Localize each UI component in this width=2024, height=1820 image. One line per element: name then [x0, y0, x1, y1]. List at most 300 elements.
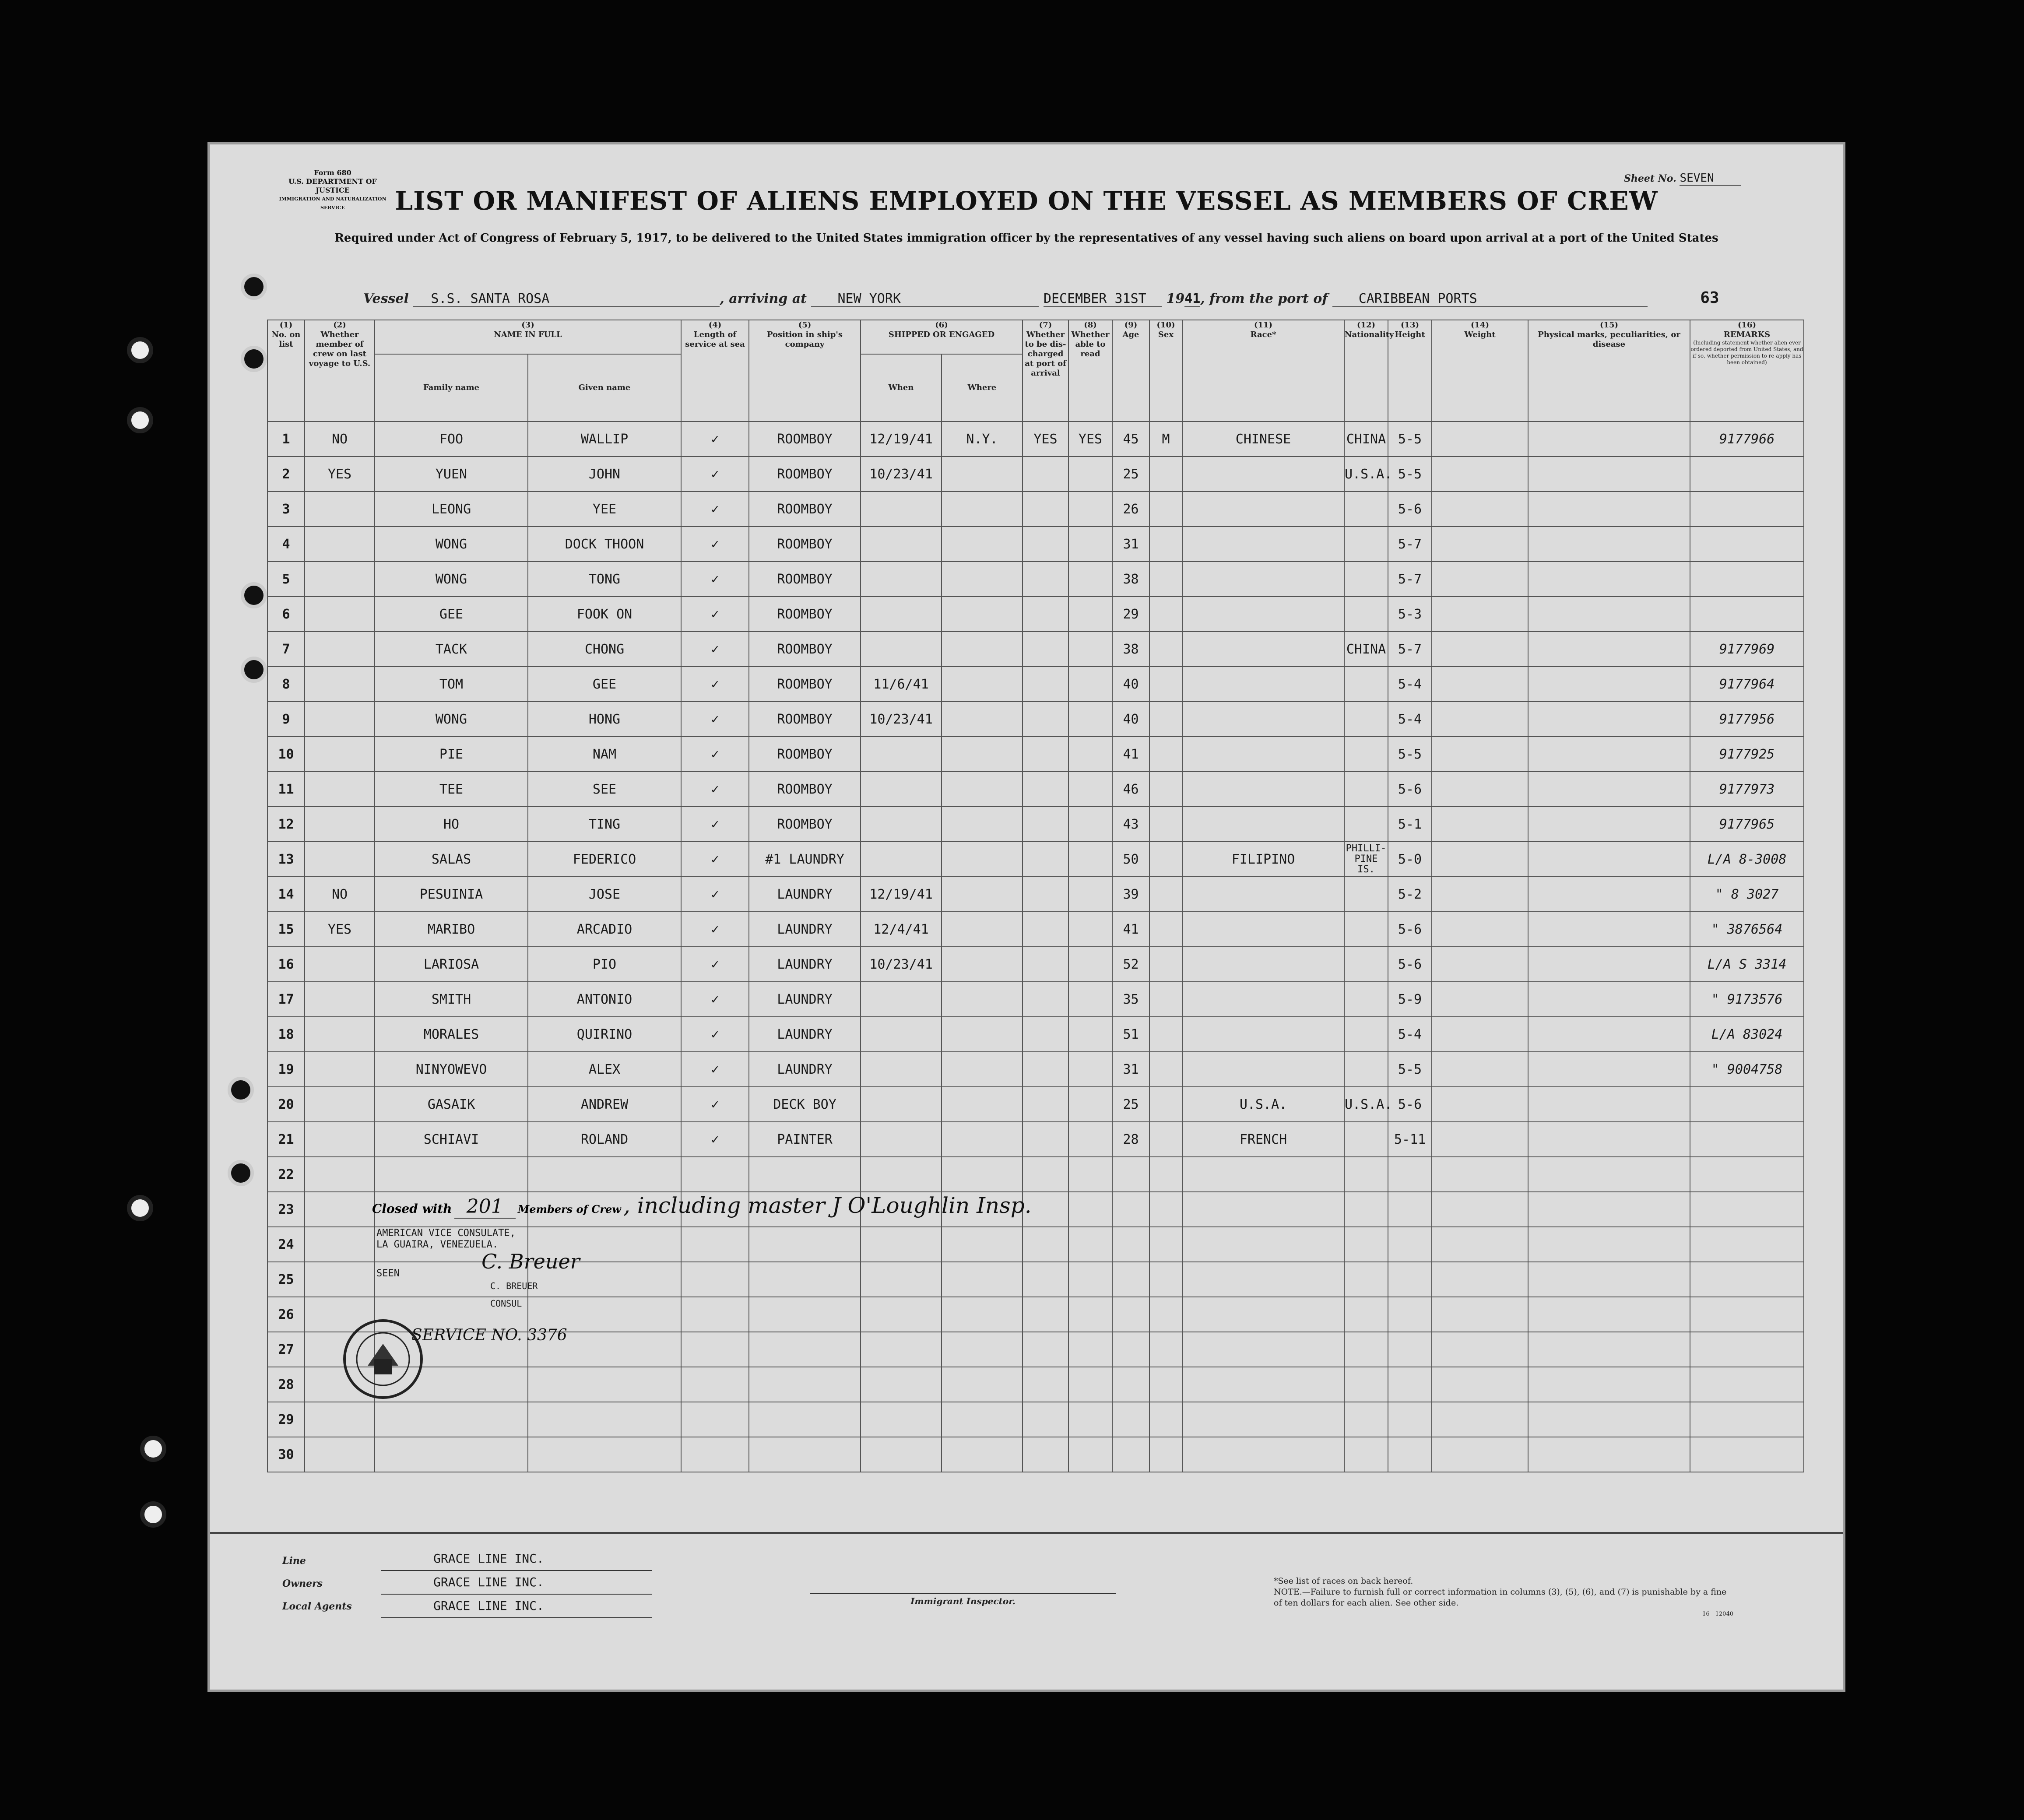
position-cell: [749, 1332, 861, 1367]
remarks-cell: [1690, 457, 1804, 492]
able-to-read-cell: [1068, 912, 1112, 947]
height-cell: [1388, 1297, 1432, 1332]
physical-marks-cell: [1528, 807, 1690, 842]
height-cell: 5-7: [1388, 527, 1432, 562]
weight-cell: [1432, 1017, 1528, 1052]
able-to-read-cell: YES: [1068, 422, 1112, 457]
last-voyage-cell: YES: [305, 912, 375, 947]
age-cell: 25: [1112, 1087, 1149, 1122]
able-to-read-cell: [1068, 1402, 1112, 1437]
weight-cell: [1432, 877, 1528, 912]
discharged-cell: [1023, 702, 1068, 737]
last-voyage-cell: [305, 842, 375, 877]
given-name-cell: SEE: [528, 772, 681, 807]
family-name-cell: TACK: [375, 632, 528, 667]
height-cell: 5-4: [1388, 1017, 1432, 1052]
last-voyage-cell: NO: [305, 422, 375, 457]
row-number: 29: [267, 1402, 305, 1437]
inspector-signature-line: Immigrant Inspector.: [810, 1593, 1116, 1606]
shipped-where-cell: [942, 877, 1023, 912]
shipped-when-cell: [861, 737, 942, 772]
discharged-cell: [1023, 737, 1068, 772]
sex-cell: [1149, 1262, 1182, 1297]
physical-marks-cell: [1528, 422, 1690, 457]
agents-label: Local Agents: [282, 1601, 352, 1612]
age-cell: 41: [1112, 737, 1149, 772]
discharged-cell: [1023, 807, 1068, 842]
weight-cell: [1432, 632, 1528, 667]
height-cell: 5-1: [1388, 807, 1432, 842]
physical-marks-cell: [1528, 947, 1690, 982]
able-to-read-cell: [1068, 1262, 1112, 1297]
shipped-where-cell: [942, 1262, 1023, 1297]
last-voyage-cell: [305, 982, 375, 1017]
weight-cell: [1432, 1227, 1528, 1262]
given-name-cell: WALLIP: [528, 422, 681, 457]
shipped-when-cell: [861, 1297, 942, 1332]
age-cell: 39: [1112, 877, 1149, 912]
footer-divider: [210, 1532, 1843, 1534]
table-row: [267, 1157, 1804, 1192]
sheet-number-field: [1624, 172, 1741, 186]
consulate-line-1: AMERICAN VICE CONSULATE,: [376, 1228, 516, 1239]
age-cell: 38: [1112, 632, 1149, 667]
penalty-note: NOTE.—Failure to furnish full or correct information in columns (3), (5), (6), and (7) is punishable by a fine of ten dollars for each alien. See other side.: [1274, 1587, 1727, 1608]
nationality-cell: [1344, 1052, 1388, 1087]
remarks-cell: [1690, 1192, 1804, 1227]
punch-hole: [127, 1195, 153, 1221]
shipped-where-cell: [942, 1297, 1023, 1332]
nationality-cell: [1344, 772, 1388, 807]
shipped-when-cell: [861, 772, 942, 807]
physical-marks-cell: [1528, 1122, 1690, 1157]
position-cell: [749, 1297, 861, 1332]
position-cell: [749, 1157, 861, 1192]
last-voyage-cell: [305, 1017, 375, 1052]
shipped-where-cell: [942, 947, 1023, 982]
given-name-cell: TONG: [528, 562, 681, 597]
nationality-cell: [1344, 597, 1388, 632]
table-row: [267, 1122, 1804, 1157]
sex-cell: [1149, 1122, 1182, 1157]
last-voyage-cell: YES: [305, 457, 375, 492]
age-cell: 38: [1112, 562, 1149, 597]
physical-marks-cell: [1528, 492, 1690, 527]
service-check-cell: ✓: [681, 982, 749, 1017]
able-to-read-cell: [1068, 667, 1112, 702]
weight-cell: [1432, 1087, 1528, 1122]
race-cell: FILIPINO: [1182, 842, 1344, 877]
race-cell: [1182, 1297, 1344, 1332]
sheet-number: SEVEN: [1680, 172, 1741, 186]
discharged-cell: YES: [1023, 422, 1068, 457]
sex-cell: [1149, 597, 1182, 632]
able-to-read-cell: [1068, 562, 1112, 597]
discharged-cell: [1023, 1367, 1068, 1402]
race-cell: CHINESE: [1182, 422, 1344, 457]
service-check-cell: [681, 1297, 749, 1332]
physical-marks-cell: [1528, 562, 1690, 597]
weight-cell: [1432, 1157, 1528, 1192]
remarks-cell: " 9173576: [1690, 982, 1804, 1017]
table-row: [267, 1017, 1804, 1052]
shipped-when-cell: [861, 527, 942, 562]
service-check-cell: ✓: [681, 842, 749, 877]
col-header-length-service: (4) Length of service at sea: [681, 320, 749, 422]
row-number: 20: [267, 1087, 305, 1122]
col-header-weight: (14) Weight: [1432, 320, 1528, 422]
shipped-where-cell: [942, 1157, 1023, 1192]
height-cell: 5-0: [1388, 842, 1432, 877]
family-name-cell: SMITH: [375, 982, 528, 1017]
race-cell: [1182, 982, 1344, 1017]
race-cell: [1182, 702, 1344, 737]
service-check-cell: [681, 1367, 749, 1402]
nationality-cell: [1344, 1122, 1388, 1157]
family-name-cell: WONG: [375, 562, 528, 597]
position-cell: [749, 1262, 861, 1297]
height-cell: [1388, 1262, 1432, 1297]
height-cell: 5-6: [1388, 947, 1432, 982]
given-name-cell: PIO: [528, 947, 681, 982]
position-cell: [749, 1227, 861, 1262]
shipped-when-cell: [861, 1262, 942, 1297]
shipped-where-cell: [942, 597, 1023, 632]
shipped-when-cell: [861, 492, 942, 527]
table-row: [267, 667, 1804, 702]
remarks-cell: " 9004758: [1690, 1052, 1804, 1087]
sex-cell: [1149, 807, 1182, 842]
weight-cell: [1432, 1052, 1528, 1087]
weight-cell: [1432, 422, 1528, 457]
given-name-cell: QUIRINO: [528, 1017, 681, 1052]
discharged-cell: [1023, 1052, 1068, 1087]
remarks-cell: L/A S 3314: [1690, 947, 1804, 982]
height-cell: 5-5: [1388, 422, 1432, 457]
footer-values: [381, 1547, 652, 1618]
service-check-cell: ✓: [681, 457, 749, 492]
physical-marks-cell: [1528, 457, 1690, 492]
age-cell: [1112, 1262, 1149, 1297]
closing-note: [372, 1193, 1466, 1219]
service-check-cell: ✓: [681, 422, 749, 457]
footer-notes: [1274, 1576, 1733, 1620]
row-number: 1: [267, 422, 305, 457]
table-row: [267, 982, 1804, 1017]
last-voyage-cell: [305, 772, 375, 807]
nationality-cell: [1344, 912, 1388, 947]
nationality-cell: U.S.A.: [1344, 1087, 1388, 1122]
position-cell: LAUNDRY: [749, 1052, 861, 1087]
row-number: 27: [267, 1332, 305, 1367]
table-row: [267, 947, 1804, 982]
height-cell: 5-7: [1388, 562, 1432, 597]
height-cell: 5-5: [1388, 457, 1432, 492]
height-cell: 5-5: [1388, 1052, 1432, 1087]
row-number: 30: [267, 1437, 305, 1472]
able-to-read-cell: [1068, 842, 1112, 877]
physical-marks-cell: [1528, 877, 1690, 912]
col-header-age: (9) Age: [1112, 320, 1149, 422]
family-name-cell: WONG: [375, 702, 528, 737]
departure-port: CARIBBEAN PORTS: [1332, 291, 1648, 307]
given-name-cell: [528, 1437, 681, 1472]
service-check-cell: [681, 1437, 749, 1472]
weight-cell: [1432, 562, 1528, 597]
physical-marks-cell: [1528, 1192, 1690, 1227]
height-cell: 5-3: [1388, 597, 1432, 632]
age-cell: 25: [1112, 457, 1149, 492]
family-name-cell: SALAS: [375, 842, 528, 877]
shipped-where-cell: [942, 1367, 1023, 1402]
table-row: [267, 1367, 1804, 1402]
race-cell: [1182, 667, 1344, 702]
shipped-where-cell: [942, 1402, 1023, 1437]
physical-marks-cell: [1528, 632, 1690, 667]
col-header-no: (1) No. on list: [267, 320, 305, 422]
physical-marks-cell: [1528, 1087, 1690, 1122]
discharged-cell: [1023, 632, 1068, 667]
remarks-cell: [1690, 1122, 1804, 1157]
height-cell: [1388, 1437, 1432, 1472]
position-cell: LAUNDRY: [749, 982, 861, 1017]
row-number: 5: [267, 562, 305, 597]
sex-cell: [1149, 1052, 1182, 1087]
row-number: 7: [267, 632, 305, 667]
race-cell: [1182, 1017, 1344, 1052]
service-check-cell: ✓: [681, 562, 749, 597]
remarks-cell: [1690, 1157, 1804, 1192]
year-prefix: 19: [1166, 291, 1185, 306]
shipped-when-cell: [861, 1157, 942, 1192]
row-number: 16: [267, 947, 305, 982]
given-name-cell: [528, 1367, 681, 1402]
sex-cell: [1149, 492, 1182, 527]
height-cell: 5-9: [1388, 982, 1432, 1017]
weight-cell: [1432, 1262, 1528, 1297]
shipped-where-cell: [942, 807, 1023, 842]
remarks-cell: [1690, 527, 1804, 562]
given-name-cell: [528, 1157, 681, 1192]
col-header-given-name: Given name: [528, 354, 681, 422]
vessel-name: S.S. SANTA ROSA: [413, 291, 720, 307]
service-check-cell: ✓: [681, 632, 749, 667]
page-number: 63: [1700, 289, 1719, 307]
agents-value: GRACE LINE INC.: [381, 1595, 652, 1618]
physical-marks-cell: [1528, 772, 1690, 807]
remarks-cell: " 3876564: [1690, 912, 1804, 947]
shipped-where-cell: [942, 1122, 1023, 1157]
discharged-cell: [1023, 947, 1068, 982]
shipped-when-cell: 10/23/41: [861, 457, 942, 492]
row-number: 21: [267, 1122, 305, 1157]
punch-hole: [140, 1436, 166, 1462]
discharged-cell: [1023, 527, 1068, 562]
age-cell: 31: [1112, 1052, 1149, 1087]
service-check-cell: [681, 1262, 749, 1297]
shipped-when-cell: [861, 1332, 942, 1367]
punch-hole: [241, 274, 267, 300]
vessel-line: [363, 289, 1764, 307]
discharged-cell: [1023, 1017, 1068, 1052]
table-row: [267, 562, 1804, 597]
race-cell: [1182, 807, 1344, 842]
shipped-when-cell: [861, 1402, 942, 1437]
last-voyage-cell: [305, 1087, 375, 1122]
table-row: [267, 1437, 1804, 1472]
height-cell: 5-5: [1388, 737, 1432, 772]
weight-cell: [1432, 1332, 1528, 1367]
remarks-cell: [1690, 1332, 1804, 1367]
inspector-handwriting: , including master J O'Loughlin Insp.: [623, 1193, 1032, 1218]
sex-cell: [1149, 1297, 1182, 1332]
position-cell: ROOMBOY: [749, 562, 861, 597]
physical-marks-cell: [1528, 982, 1690, 1017]
position-cell: ROOMBOY: [749, 737, 861, 772]
last-voyage-cell: [305, 667, 375, 702]
nationality-cell: [1344, 1227, 1388, 1262]
col-header-race: (11) Race*: [1182, 320, 1344, 422]
shipped-when-cell: 12/19/41: [861, 877, 942, 912]
table-row: [267, 737, 1804, 772]
age-cell: [1112, 1157, 1149, 1192]
given-name-cell: YEE: [528, 492, 681, 527]
age-cell: 46: [1112, 772, 1149, 807]
col-header-nationality: (12) Nationality: [1344, 320, 1388, 422]
last-voyage-cell: [305, 1192, 375, 1227]
position-cell: [749, 1437, 861, 1472]
year-suffix: 41: [1184, 291, 1201, 306]
position-cell: ROOMBOY: [749, 702, 861, 737]
position-cell: ROOMBOY: [749, 457, 861, 492]
nationality-cell: [1344, 562, 1388, 597]
sex-cell: [1149, 1437, 1182, 1472]
family-name-cell: YUEN: [375, 457, 528, 492]
height-cell: 5-2: [1388, 877, 1432, 912]
form-code: 16—12040: [1702, 1611, 1733, 1617]
discharged-cell: [1023, 457, 1068, 492]
service-check-cell: [681, 1227, 749, 1262]
table-row: [267, 842, 1804, 877]
age-cell: 31: [1112, 527, 1149, 562]
shipped-where-cell: [942, 562, 1023, 597]
last-voyage-cell: [305, 1227, 375, 1262]
service-check-cell: ✓: [681, 807, 749, 842]
consul-name: C. BREUER: [490, 1281, 538, 1291]
shipped-where-cell: [942, 1087, 1023, 1122]
able-to-read-cell: [1068, 947, 1112, 982]
remarks-cell: [1690, 597, 1804, 632]
shipped-where-cell: [942, 457, 1023, 492]
discharged-cell: [1023, 877, 1068, 912]
shipped-where-cell: [942, 1437, 1023, 1472]
shipped-when-cell: [861, 597, 942, 632]
age-cell: 35: [1112, 982, 1149, 1017]
remarks-cell: L/A 8-3008: [1690, 842, 1804, 877]
shipped-when-cell: 12/19/41: [861, 422, 942, 457]
col-header-where: Where: [942, 354, 1023, 422]
sex-cell: [1149, 772, 1182, 807]
last-voyage-cell: [305, 702, 375, 737]
age-cell: 41: [1112, 912, 1149, 947]
age-cell: 28: [1112, 1122, 1149, 1157]
row-number: 8: [267, 667, 305, 702]
family-name-cell: PESUINIA: [375, 877, 528, 912]
discharged-cell: [1023, 1157, 1068, 1192]
height-cell: [1388, 1157, 1432, 1192]
physical-marks-cell: [1528, 1367, 1690, 1402]
discharged-cell: [1023, 492, 1068, 527]
physical-marks-cell: [1528, 1017, 1690, 1052]
service-check-cell: ✓: [681, 667, 749, 702]
given-name-cell: ROLAND: [528, 1122, 681, 1157]
shipped-when-cell: 12/4/41: [861, 912, 942, 947]
nationality-cell: [1344, 1402, 1388, 1437]
height-cell: [1388, 1227, 1432, 1262]
given-name-cell: DOCK THOON: [528, 527, 681, 562]
weight-cell: [1432, 667, 1528, 702]
table-row: [267, 492, 1804, 527]
row-number: 9: [267, 702, 305, 737]
height-cell: 5-4: [1388, 667, 1432, 702]
shipped-where-cell: [942, 1017, 1023, 1052]
height-cell: [1388, 1367, 1432, 1402]
remarks-cell: 9177969: [1690, 632, 1804, 667]
able-to-read-cell: [1068, 457, 1112, 492]
family-name-cell: TEE: [375, 772, 528, 807]
arriving-port: NEW YORK: [811, 291, 1039, 307]
family-name-cell: GEE: [375, 597, 528, 632]
weight-cell: [1432, 1297, 1528, 1332]
shipped-when-cell: 10/23/41: [861, 947, 942, 982]
able-to-read-cell: [1068, 1087, 1112, 1122]
family-name-cell: MARIBO: [375, 912, 528, 947]
physical-marks-cell: [1528, 527, 1690, 562]
nationality-cell: [1344, 667, 1388, 702]
weight-cell: [1432, 982, 1528, 1017]
manifest-sheet: [210, 144, 1843, 1690]
discharged-cell: [1023, 1437, 1068, 1472]
shipped-when-cell: [861, 982, 942, 1017]
row-number: 14: [267, 877, 305, 912]
weight-cell: [1432, 737, 1528, 772]
able-to-read-cell: [1068, 807, 1112, 842]
row-number: 15: [267, 912, 305, 947]
service-check-cell: [681, 1157, 749, 1192]
consulate-line-2: LA GUAIRA, VENEZUELA.: [376, 1239, 499, 1250]
height-cell: 5-6: [1388, 772, 1432, 807]
physical-marks-cell: [1528, 667, 1690, 702]
weight-cell: [1432, 702, 1528, 737]
able-to-read-cell: [1068, 632, 1112, 667]
physical-marks-cell: [1528, 737, 1690, 772]
service-check-cell: ✓: [681, 1122, 749, 1157]
vessel-label: Vessel: [363, 291, 409, 306]
weight-cell: [1432, 912, 1528, 947]
remarks-cell: L/A 83024: [1690, 1017, 1804, 1052]
service-check-cell: ✓: [681, 1052, 749, 1087]
shipped-when-cell: [861, 1227, 942, 1262]
service-check-cell: [681, 1402, 749, 1437]
table-row: [267, 1052, 1804, 1087]
form-number: Form 680: [314, 169, 351, 177]
sex-cell: [1149, 1367, 1182, 1402]
punch-hole: [241, 582, 267, 608]
shipped-when-cell: [861, 1437, 942, 1472]
shipped-where-cell: [942, 842, 1023, 877]
discharged-cell: [1023, 1297, 1068, 1332]
table-row: [267, 772, 1804, 807]
